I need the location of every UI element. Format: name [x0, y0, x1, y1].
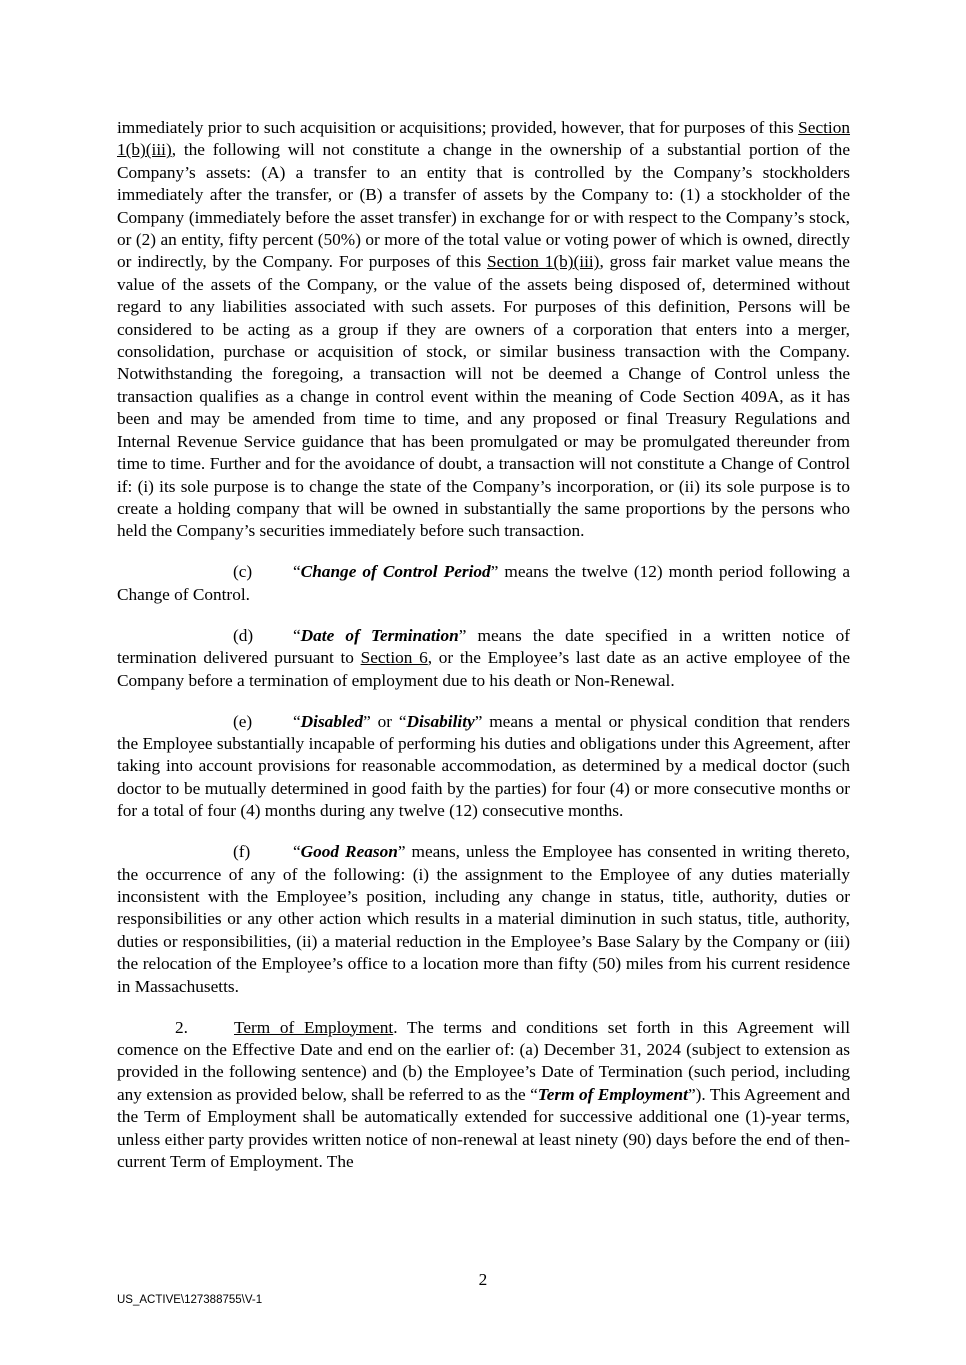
defined-term: Disability [406, 711, 475, 731]
text-run: , gross fair market value means the value of the assets of the Company, or the value of the assets being disposed of, determined without regard to any liabilities associated with such assets. For purposes of this definition, Persons will be considered to be acting as a group if they are owners of a corporation that enters into a merger, consolidation, purchase or acquisition of stock, or similar business transaction with the Company. Notwithstanding the foregoing, a transaction will not be deemed a Change of Control unless the transaction qualifies as a change in control event within the meaning of Code Section 409A, as it has been and may be amended from time to time, and any proposed or final Treasury Regulations and Internal Revenue Service guidance that has been promulgated or may be promulgated thereunder from time to time. Further and for the avoidance of doubt, a transaction will not constitute a Change of Control if: (i) its sole purpose is to change the state of the Company’s incorporation, or (ii) its sole purpose is to create a holding company that will be owned in substantially the same proportions by the persons who held the Company’s securities immediately before such transaction. [117, 252, 850, 541]
section-reference: Section 1(b)(iii) [487, 252, 600, 272]
subsection-label: (c) [233, 562, 253, 582]
subsection-label: (d) [233, 625, 254, 645]
quote-mark: “ [293, 711, 301, 731]
paragraph-date-of-termination [117, 625, 850, 692]
quote-mark: ” [397, 842, 406, 862]
section-reference: Section 1(b)(iii) [117, 118, 850, 160]
text-run: immediately prior to such acquisition or acquisitions; provided, however, that for purposes of this [117, 118, 799, 137]
text-run: ” or “ [363, 711, 407, 731]
quote-mark: ” [490, 562, 499, 582]
text-run: , or the Employee’s last date as an active employee of the Company before a termination of employment due to his death or Non-Renewal. [117, 648, 850, 690]
defined-term: Disabled [300, 711, 364, 731]
quote-mark: “ [293, 562, 301, 582]
document-body [117, 117, 850, 1192]
paragraph-good-reason [117, 841, 850, 998]
text-run: means the date specified in a written notice of termination delivered pursuant to [117, 625, 851, 668]
text-run: ”). This Agreement and the Term of Employment shall be automatically extended for successive additional one (1)-year terms, unless either party provides written notice of non-renewal at least ninety (90) days before the end of then-current Term of Employment. The [117, 1084, 851, 1172]
text-run: means a mental or physical condition that renders the Employee substantially incapable of performing his duties and obligations under this Agreement, after taking into account provisions for reasonable accommodation, as determined by a medical doctor (such doctor to be mutually determined in good faith by the parties) for four (4) or more consecutive months or for a total of four (4) months during any twelve (12) consecutive months. [117, 711, 850, 821]
subsection-label: (f) [233, 842, 251, 862]
defined-term: Change of Control Period [300, 562, 491, 582]
text-run: means, unless the Employee has consented in writing thereto, the occurrence of any of the following: (i) the assignment to the Employee of any duties materially inconsistent with the Employee’s position, including any change in status, title, authority, duties or responsibilities or any other action which results in a material diminution in such status, title, authority, duties or responsibilities, (ii) a material reduction in the Employee’s Base Salary by the Company or (iii) the relocation of the Employee’s office to a location more than fifty (50) miles from his current residence in Massachusetts. [117, 842, 850, 996]
defined-term: Good Reason [300, 842, 398, 862]
text-run: , the following will not constitute a change in the ownership of a substantial portion of the Company’s assets: (A) a transfer to an entity that is controlled by the Company’s stockholders immediately after the transfer, or (B) a transfer of assets by the Company to: (1) a stockholder of the Company (immediately before the asset transfer) in exchange for or with respect to the Company’s stock, or (2) an entity, fifty percent (50%) or more of the total value or voting power of which is owned, directly or indirectly, by the Company. For purposes of this [117, 140, 850, 272]
text-run: . The terms and conditions set forth in this Agreement will comence on the Effective Date and end on the earlier of: (a) December 31, 2024 (subject to extension as provided in the following sentence) and (b) the Employee’s Date of Termination (such period, including any extension as provided below, shall be referred to as the “ [117, 1017, 850, 1104]
section-heading: Term of Employment [234, 1017, 394, 1037]
quote-mark: “ [293, 625, 301, 645]
defined-term: Term of Employment [537, 1084, 688, 1104]
quote-mark: ” [458, 625, 467, 645]
defined-term: Date of Termination [300, 625, 459, 645]
section-term-of-employment [117, 1017, 850, 1174]
paragraph-disability [117, 711, 850, 823]
paragraph-change-of-control-period [117, 561, 850, 606]
document-id: US_ACTIVE\127388755\V-1 [117, 1294, 263, 1306]
section-reference: Section 6 [360, 648, 428, 668]
page-number: 2 [478, 1270, 488, 1289]
quote-mark: ” [474, 711, 483, 731]
section-number: 2. [175, 1017, 188, 1037]
subsection-label: (e) [233, 711, 253, 731]
quote-mark: “ [293, 842, 301, 862]
text-run: means the twelve (12) month period following a Change of Control. [117, 562, 850, 604]
paragraph-change-of-control-continued [117, 117, 850, 543]
